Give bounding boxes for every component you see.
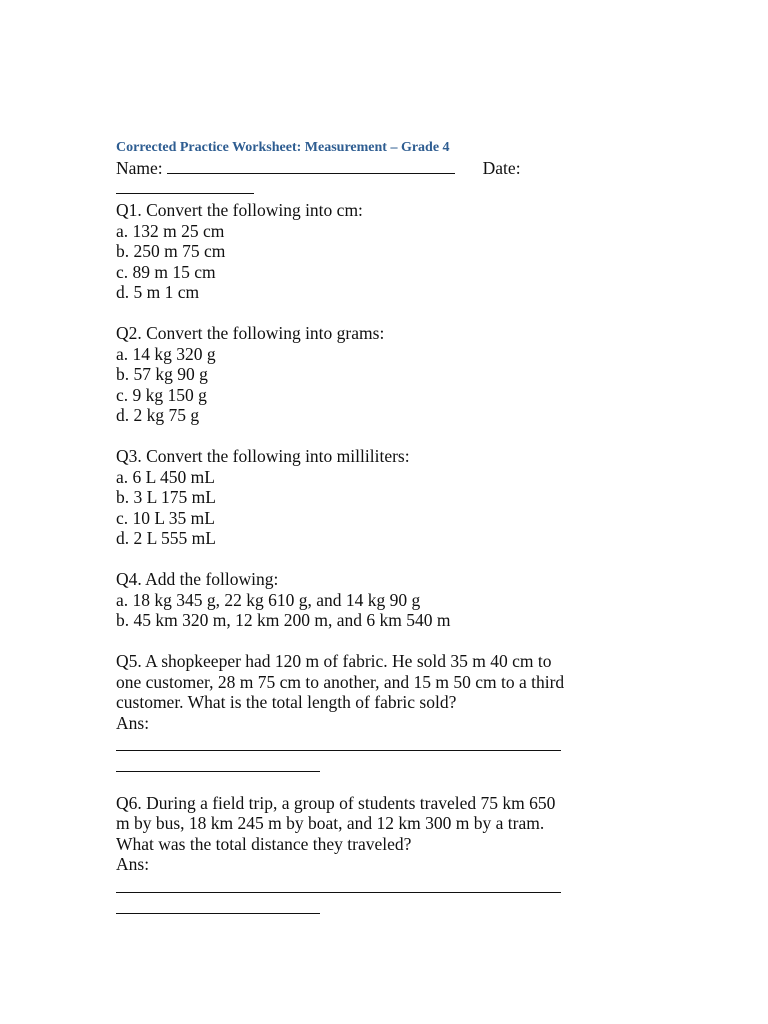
question-2-item-c: c. 9 kg 150 g: [116, 384, 207, 405]
question-3-item-a: a. 6 L 450 mL: [116, 466, 215, 487]
question-6-text: Q6. During a field trip, a group of students traveled 75 km 650 m by bus, 18 km 245 m by boat, and 12 km 300 m by a tram. What was the total distance they traveled?: [116, 792, 556, 854]
question-3-item-d: d. 2 L 555 mL: [116, 528, 216, 548]
question-2-prompt: Q2. Convert the following into grams:: [116, 323, 385, 343]
question-2-item-b: b. 57 kg 90 g: [116, 364, 208, 384]
question-1: [116, 200, 576, 303]
date-blank-line[interactable]: [116, 179, 254, 194]
question-6-ans-label: Ans:: [116, 854, 150, 874]
worksheet-title: Corrected Practice Worksheet: Measurement – Grade 4: [116, 140, 450, 155]
name-date-row: [116, 158, 576, 179]
question-1-prompt: Q1. Convert the following into cm:: [116, 200, 363, 220]
spacer: [116, 549, 576, 570]
question-2: [116, 323, 576, 426]
question-5-answer-line-continued[interactable]: [116, 751, 320, 772]
worksheet-page: [116, 138, 576, 914]
question-6: [116, 793, 576, 914]
question-1-item-d: d. 5 m 1 cm: [116, 282, 200, 302]
question-5: [116, 651, 576, 772]
question-3-item-b: b. 3 L 175 mL: [116, 487, 216, 507]
question-4-item-b: b. 45 km 320 m, 12 km 200 m, and 6 km 540 m: [116, 610, 451, 630]
question-1-item-b: b. 250 m 75 cm: [116, 241, 226, 261]
spacer: [116, 631, 576, 652]
question-6-answer-line[interactable]: [116, 875, 561, 893]
name-blank-line[interactable]: [167, 159, 455, 174]
question-2-item-d: d. 2 kg 75 g: [116, 405, 200, 425]
question-5-ans-label: Ans:: [116, 712, 150, 733]
question-3: [116, 446, 576, 549]
spacer: [116, 303, 576, 324]
name-label: Name:: [116, 158, 163, 178]
question-3-item-c: c. 10 L 35 mL: [116, 507, 215, 528]
spacer: [116, 426, 576, 447]
question-3-prompt: Q3. Convert the following into milliliters:: [116, 446, 410, 466]
question-4-prompt: Q4. Add the following:: [116, 569, 279, 589]
question-1-item-c: c. 89 m 15 cm: [116, 261, 216, 282]
question-6-answer-line-continued[interactable]: [116, 893, 320, 914]
question-4-item-a: a. 18 kg 345 g, 22 kg 610 g, and 14 kg 90 g: [116, 589, 421, 610]
date-label: Date:: [482, 158, 521, 178]
spacer: [116, 772, 576, 793]
question-2-item-a: a. 14 kg 320 g: [116, 343, 216, 364]
question-5-text: Q5. A shopkeeper had 120 m of fabric. He sold 35 m 40 cm to one customer, 28 m 75 cm to another, and 15 m 50 cm to a third customer. What is the total length of fabric sold?: [116, 651, 565, 712]
question-4: [116, 569, 576, 631]
question-1-item-a: a. 132 m 25 cm: [116, 220, 225, 241]
question-5-answer-line[interactable]: [116, 733, 561, 751]
